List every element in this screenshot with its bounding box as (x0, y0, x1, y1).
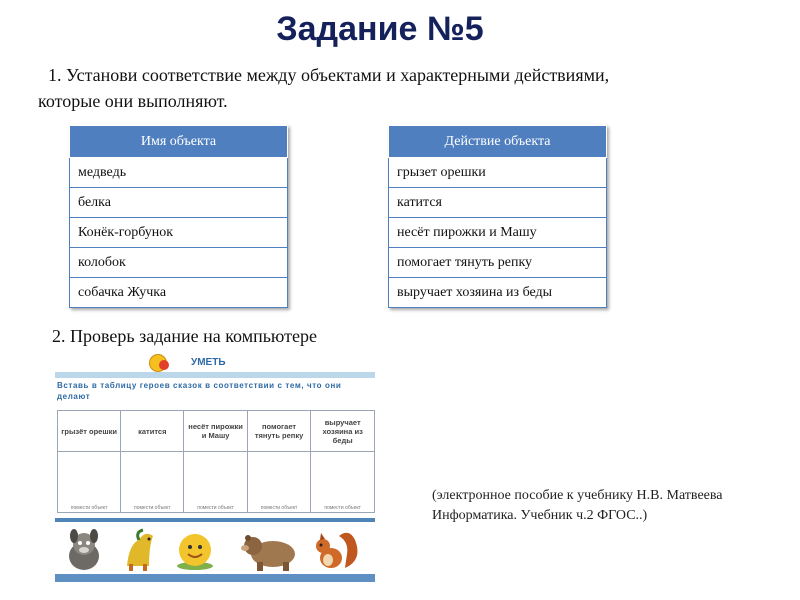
screenshot-instruction: Вставь в таблицу героев сказок в соответствии с тем, что они делают (57, 381, 342, 401)
drop-column-header: грызёт орешки (58, 411, 121, 452)
task-2-text: 2. Проверь задание на компьютере (52, 326, 317, 346)
drop-column-header: катится (121, 411, 184, 452)
drop-column-header: выручает хозяина из беды (311, 411, 375, 452)
squirrel-picture[interactable] (309, 526, 363, 572)
task-1-line-1: 1. Установи соответствие между объектами и характерными действиями, (48, 65, 610, 85)
objects-table-header: Имя объекта (70, 126, 288, 158)
task-1-text (38, 62, 758, 114)
action-cell: выручает хозяина из беды (389, 278, 607, 308)
action-cell: помогает тянуть репку (389, 248, 607, 278)
bear-picture[interactable] (239, 526, 301, 572)
drop-target[interactable]: помести объект (184, 452, 247, 513)
drop-target[interactable]: помести объект (121, 452, 184, 513)
citation (432, 486, 762, 526)
dog-picture[interactable] (61, 526, 107, 572)
object-cell: колобок (70, 248, 288, 278)
software-screenshot (55, 352, 375, 582)
drop-table (57, 410, 375, 513)
citation-line-2: Информатика. Учебник ч.2 ФГОС..) (432, 508, 648, 523)
actions-table-header: Действие объекта (389, 126, 607, 158)
object-cell: собачка Жучка (70, 278, 288, 308)
screenshot-heading: УМЕТЬ (191, 357, 226, 368)
objects-table (69, 125, 288, 308)
action-cell: грызет орешки (389, 158, 607, 188)
screenshot-divider (55, 518, 375, 522)
citation-line-1: (электронное пособие к учебнику Н.В. Матвеева (432, 488, 723, 503)
drop-target[interactable]: помести объект (247, 452, 311, 513)
object-cell: Конёк-горбунок (70, 218, 288, 248)
screenshot-footer-bar (55, 574, 375, 582)
object-cell: белка (70, 188, 288, 218)
humpbacked-horse-picture[interactable] (119, 526, 161, 572)
action-cell: катится (389, 188, 607, 218)
logo-accent-icon (159, 360, 169, 370)
task-1-line-2: которые они выполняют. (38, 91, 228, 111)
drop-column-header: несёт пирожки и Машу (184, 411, 247, 452)
drop-target[interactable]: помести объект (311, 452, 375, 513)
screenshot-stripe (55, 372, 375, 378)
actions-table (388, 125, 607, 308)
page-title: Задание №5 (276, 10, 484, 48)
drop-column-header: помогает тянуть репку (247, 411, 311, 452)
object-cell: медведь (70, 158, 288, 188)
drop-target[interactable]: помести объект (58, 452, 121, 513)
action-cell: несёт пирожки и Машу (389, 218, 607, 248)
kolobok-picture[interactable] (171, 526, 219, 572)
